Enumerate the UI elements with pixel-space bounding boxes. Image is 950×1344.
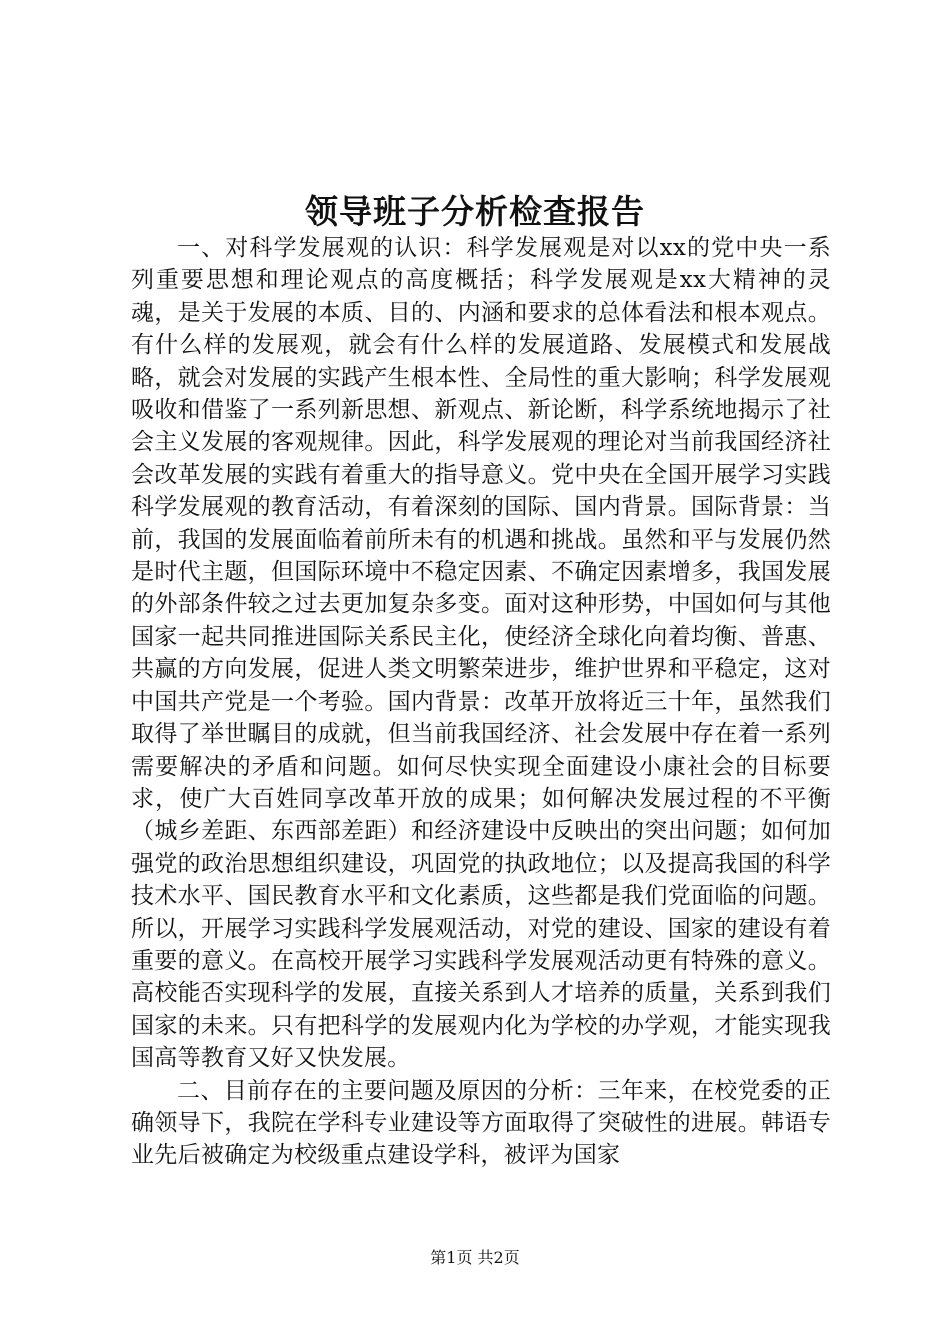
paragraph-1: 一、对科学发展观的认识：科学发展观是对以xx的党中央一系列重要思想和理论观点的高度概括；科学发展观是xx大精神的灵魂，是关于发展的本质、目的、内涵和要求的总体看法和根本观点。有什么样的发展观，就会有什么样的发展道路、发展模式和发展战略，就会对发展的实践产生根本性、全局性的重大影响；科学发展观吸收和借鉴了一系列新思想、新观点、新论断，科学系统地揭示了社会主义发展的客观规律。因此，科学发展观的理论对当前我国经济社会改革发展的实践有着重大的指导意义。党中央在全国开展学习实践科学发展观的教育活动，有着深刻的国际、国内背景。国际背景：当前，我国的发展面临着前所未有的机遇和挑战。虽然和平与发展仍然是时代主题，但国际环境中不稳定因素、不确定因素增多，我国发展的外部条件较之过去更加复杂多变。面对这种形势，中国如何与其他国家一起共同推进国际关系民主化，使经济全球化向着均衡、普惠、共赢的方向发展，促进人类文明繁荣进步，维护世界和平稳定，这对中国共产党是一个考验。国内背景：改革开放将近三十年，虽然我们取得了举世瞩目的成就，但当前我国经济、社会发展中存在着一系列需要解决的矛盾和问题。如何尽快实现全面建设小康社会的目标要求，使广大百姓同享改革开放的成果；如何解决发展过程的不平衡（城乡差距、东西部差距）和经济建设中反映出的突出问题；如何加强党的政治思想组织建设，巩固党的执政地位；以及提高我国的科学技术水平、国民教育水平和文化素质，这些都是我们党面临的问题。所以，开展学习实践科学发展观活动，对党的建设、国家的建设有着重要的意义。在高校开展学习实践科学发展观活动更有特殊的意义。高校能否实现科学的发展，直接关系到人才培养的质量，关系到我们国家的未来。只有把科学的发展观内化为学校的办学观，才能实现我国高等教育又好又快发展。 [131, 235, 831, 1072]
document-body [131, 232, 831, 1172]
paragraph-2: 二、目前存在的主要问题及原因的分析：三年来，在校党委的正确领导下，我院在学科专业建设等方面取得了突破性的进展。韩语专业先后被确定为校级重点建设学科，被评为国家 [131, 1077, 831, 1169]
document-title: 领导班子分析检查报告 [305, 192, 645, 231]
page-indicator: 第1页 共2页 [430, 1248, 520, 1267]
